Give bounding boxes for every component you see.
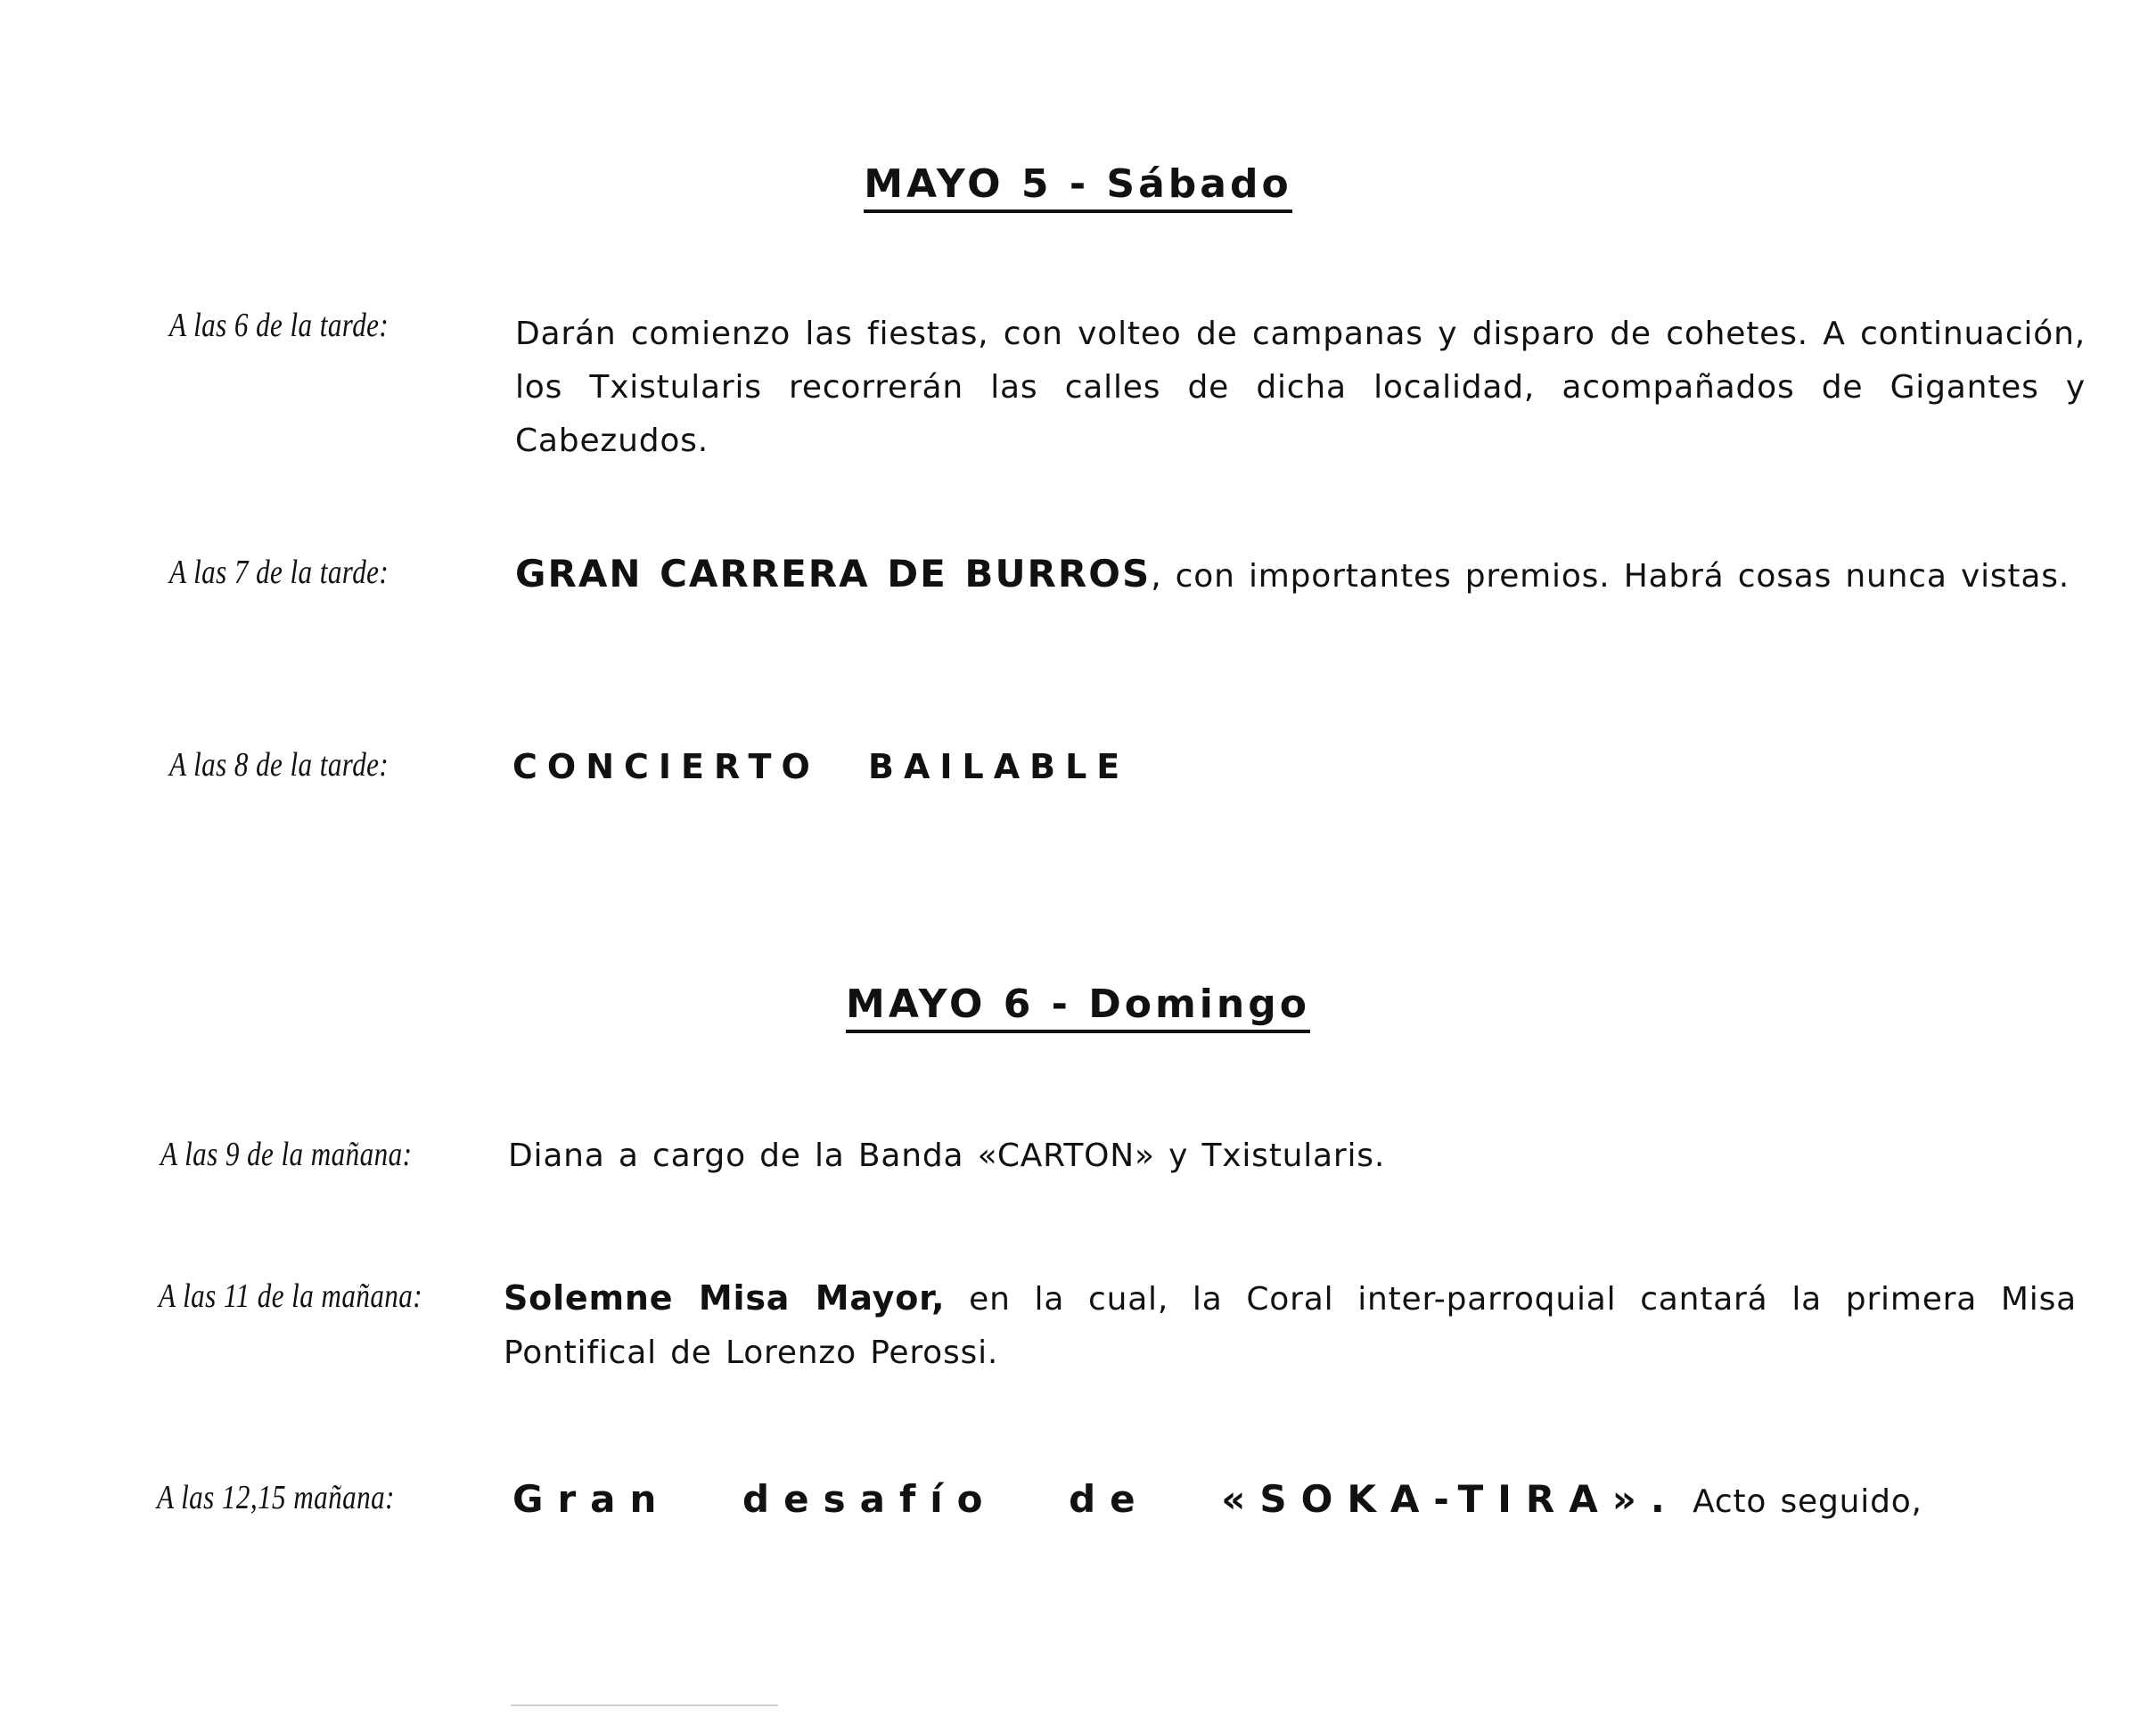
event-highlight: CONCIERTO BAILABLE: [512, 747, 1130, 786]
event-highlight: Gran desafío de «SOKA-TIRA».: [512, 1477, 1679, 1521]
event-time: A las 9 de la mañana:: [160, 1136, 413, 1173]
event-description: [512, 740, 2083, 795]
event-description: [512, 1473, 2083, 1529]
day-heading-text: MAYO 6 - Domingo: [846, 985, 1310, 1033]
scan-artifact-line: [511, 1704, 778, 1706]
event-time: A las 12,15 mañana:: [157, 1479, 395, 1516]
event-description: [504, 1271, 2077, 1380]
event-description: Darán comienzo las fiestas, con volteo de campanas y disparo de cohetes. A continuación, los Txistularis recorrerán las calles de dicha localidad, acompañados de Gigantes y Cabezudos.: [515, 316, 2086, 459]
event-description: [515, 547, 2086, 604]
event-text: en la cual, la Coral inter-parroquial cantará la primera Misa Pontifical de Lorenzo Perossi.: [504, 1281, 2078, 1371]
event-highlight: GRAN CARRERA DE BURROS: [515, 552, 1152, 595]
day-heading-mayo-6: [0, 981, 2156, 1033]
event-time: A las 6 de la tarde:: [169, 307, 389, 344]
event-text: Acto seguido,: [1678, 1483, 1922, 1520]
event-description: Diana a cargo de la Banda «CARTON» y Txistularis.: [508, 1138, 1386, 1174]
event-highlight: Solemne Misa Mayor,: [504, 1278, 946, 1318]
event-text: , con importantes premios. Habrá cosas nunca vistas.: [1151, 558, 2070, 595]
event-time: A las 7 de la tarde:: [169, 554, 389, 591]
event-time: A las 11 de la mañana:: [159, 1277, 423, 1315]
day-heading-text: MAYO 5 - Sábado: [864, 165, 1291, 213]
event-time: A las 8 de la tarde:: [169, 746, 389, 784]
day-heading-mayo-5: [0, 161, 2156, 213]
